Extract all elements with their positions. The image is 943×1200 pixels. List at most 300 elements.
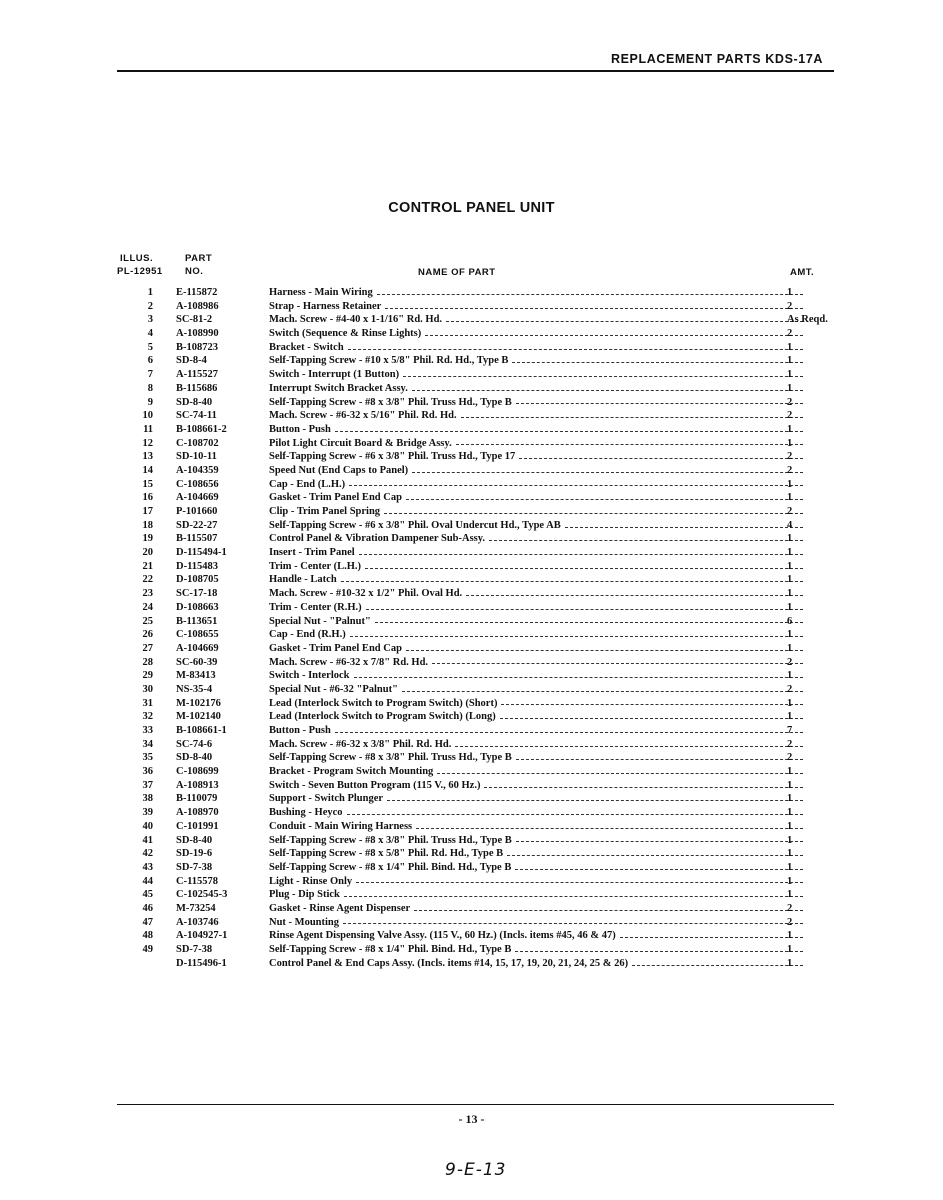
part-name: Self-Tapping Screw - #8 x 3/8" Phil. Truss Hd., Type B (269, 396, 512, 408)
part-name: Switch (Sequence & Rinse Lights) (269, 328, 422, 340)
part-name-cell (269, 286, 803, 300)
part-name-cell (269, 478, 803, 492)
amount: 2 (787, 451, 793, 463)
illus-number: 38 (142, 793, 153, 805)
part-name-cell (269, 313, 803, 327)
part-name-cell (269, 519, 803, 533)
table-row (117, 286, 837, 300)
amount: As Reqd. (787, 314, 828, 326)
part-number: A-104927-1 (176, 930, 228, 942)
table-row (117, 354, 837, 368)
leader-dashes (375, 622, 803, 623)
leader-dashes (500, 718, 803, 719)
part-name-cell (269, 875, 803, 889)
leader-dashes (512, 362, 803, 363)
illus-number: 22 (142, 574, 153, 586)
leader-dashes (354, 677, 804, 678)
amount: 7 (787, 725, 793, 736)
part-name-cell (269, 656, 803, 670)
table-row (117, 751, 837, 765)
part-number: SD-10-11 (176, 451, 217, 463)
part-name-cell (269, 792, 803, 806)
amount: 2 (787, 656, 793, 668)
table-row (117, 820, 837, 834)
leader-dashes (335, 732, 803, 733)
part-name: Special Nut - "Palnut" (269, 615, 371, 627)
table-row (117, 916, 837, 930)
part-name-cell (269, 573, 803, 587)
table-row (117, 642, 837, 656)
illus-number: 6 (147, 355, 153, 367)
leader-dashes (406, 650, 803, 651)
part-name: Self-Tapping Screw - #8 x 1/4" Phil. Bind. Hd., Type B (269, 944, 512, 955)
parts-table (117, 286, 837, 970)
leader-dashes (437, 773, 803, 774)
part-name-cell (269, 615, 803, 629)
amount: 1 (787, 437, 793, 449)
illus-number: 21 (142, 560, 153, 572)
part-name-cell (269, 601, 803, 615)
illus-number: 1 (147, 287, 153, 298)
part-name-cell (269, 368, 803, 382)
illus-number: 46 (142, 902, 153, 914)
illus-number: 11 (143, 423, 153, 435)
illus-number: 8 (147, 382, 153, 394)
leader-dashes (387, 800, 803, 801)
table-row (117, 957, 837, 971)
part-number: B-108723 (176, 341, 218, 353)
part-name: Special Nut - #6-32 "Palnut" (269, 683, 398, 695)
part-number: D-115496-1 (176, 957, 227, 969)
table-row (117, 546, 837, 560)
table-row (117, 669, 837, 683)
table-row (117, 587, 837, 601)
amount: 2 (787, 916, 793, 928)
table-row (117, 313, 837, 327)
part-name: Lead (Interlock Switch to Program Switch) (Long) (269, 711, 496, 723)
part-number: SD-7-38 (176, 861, 213, 873)
part-name: Plug - Dip Stick (269, 889, 340, 901)
part-number: D-115483 (176, 560, 218, 572)
part-name-cell (269, 902, 803, 916)
illus-number: 15 (142, 478, 153, 490)
table-row (117, 628, 837, 642)
amount: 1 (787, 574, 793, 586)
col-illus-subheading: PL-12951 (117, 266, 163, 277)
amount: 1 (787, 642, 793, 654)
part-name-cell (269, 683, 803, 697)
table-row (117, 902, 837, 916)
illus-number: 19 (142, 533, 153, 545)
table-row (117, 382, 837, 396)
part-number: SC-60-39 (176, 656, 218, 668)
table-row (117, 710, 837, 724)
table-row (117, 519, 837, 533)
leader-dashes (466, 595, 803, 596)
illus-number: 33 (142, 725, 153, 736)
part-name: Gasket - Trim Panel End Cap (269, 642, 402, 654)
illus-number: 41 (142, 834, 153, 846)
part-name: Trim - Center (R.H.) (269, 601, 362, 613)
amount: 1 (787, 588, 793, 600)
part-number: A-104669 (176, 642, 219, 654)
part-name-cell (269, 532, 803, 546)
part-number: B-108661-1 (176, 725, 227, 736)
amount: 2 (787, 506, 793, 517)
part-name: Strap - Harness Retainer (269, 300, 382, 312)
part-name: Button - Push (269, 423, 331, 435)
illus-number: 12 (142, 437, 153, 449)
part-number: B-115686 (176, 382, 218, 394)
illus-number: 32 (142, 711, 153, 723)
part-name-cell (269, 669, 803, 683)
part-name: Nut - Mounting (269, 916, 340, 928)
leader-dashes (565, 527, 803, 528)
table-row (117, 765, 837, 779)
amount: 1 (787, 848, 793, 860)
leader-dashes (507, 855, 803, 856)
table-row (117, 573, 837, 587)
amount: 2 (787, 752, 793, 764)
part-name: Switch - Interlock (269, 670, 350, 682)
part-number: SC-74-6 (176, 738, 213, 750)
amount: 1 (787, 423, 793, 435)
table-row (117, 738, 837, 752)
part-name: Mach. Screw - #4-40 x 1-1/16" Rd. Hd. (269, 314, 443, 326)
col-part-heading: PART (185, 253, 213, 264)
amount: 1 (787, 930, 793, 942)
page-number: - 13 - (458, 1112, 485, 1126)
leader-dashes (416, 828, 803, 829)
illus-number: 16 (142, 492, 153, 504)
leader-dashes (515, 951, 803, 952)
part-name: Clip - Trim Panel Spring (269, 506, 381, 517)
illus-number: 13 (142, 451, 153, 463)
amount: 1 (787, 944, 793, 955)
part-number: C-115578 (176, 875, 218, 887)
part-number: B-113651 (176, 615, 218, 627)
amount: 1 (787, 629, 793, 641)
amount: 1 (787, 478, 793, 490)
amount: 2 (787, 738, 793, 750)
part-name: Bushing - Heyco (269, 807, 343, 819)
part-name-cell (269, 751, 803, 765)
leader-dashes (385, 308, 803, 309)
part-name-cell (269, 943, 803, 957)
part-number: SD-8-40 (176, 752, 213, 764)
part-name-cell (269, 628, 803, 642)
part-number: D-115494-1 (176, 547, 227, 559)
illus-number: 24 (142, 601, 153, 613)
part-name-cell (269, 806, 803, 820)
header-rule (117, 70, 834, 72)
part-name: Self-Tapping Screw - #6 x 3/8" Phil. Truss Hd., Type 17 (269, 451, 516, 463)
part-name-cell (269, 560, 803, 574)
table-row (117, 615, 837, 629)
part-name: Mach. Screw - #6-32 x 7/8" Rd. Hd. (269, 656, 429, 668)
illus-number: 18 (142, 519, 153, 531)
part-number: SC-17-18 (176, 588, 218, 600)
amount: 1 (787, 861, 793, 873)
part-name: Bracket - Program Switch Mounting (269, 766, 434, 778)
illus-number: 2 (147, 300, 153, 312)
part-name-cell (269, 341, 803, 355)
part-name-cell (269, 861, 803, 875)
part-number: SD-8-40 (176, 834, 213, 846)
illus-number: 47 (142, 916, 153, 928)
leader-dashes (341, 581, 803, 582)
part-name: Rinse Agent Dispensing Valve Assy. (115 V., 60 Hz.) (Incls. items #45, 46 & 47) (269, 930, 616, 942)
part-number: SD-7-38 (176, 944, 213, 955)
part-name: Self-Tapping Screw - #6 x 3/8" Phil. Oval Undercut Hd., Type AB (269, 519, 561, 531)
part-name-cell (269, 710, 803, 724)
part-name-cell (269, 957, 803, 971)
part-number: B-115507 (176, 533, 218, 545)
leader-dashes (335, 431, 803, 432)
table-row (117, 683, 837, 697)
leader-dashes (412, 390, 803, 391)
part-name: Insert - Trim Panel (269, 547, 355, 559)
part-name: Interrupt Switch Bracket Assy. (269, 382, 408, 394)
illus-number: 28 (142, 656, 153, 668)
part-number: SD-22-27 (176, 519, 218, 531)
part-number: P-101660 (176, 506, 218, 517)
col-amt-heading: AMT. (790, 267, 815, 278)
part-name: Self-Tapping Screw - #8 x 5/8" Phil. Rd. Hd., Type B (269, 848, 504, 860)
amount: 1 (787, 355, 793, 367)
table-row (117, 437, 837, 451)
amount: 1 (787, 875, 793, 887)
part-name: Switch - Interrupt (1 Button) (269, 369, 400, 381)
part-name: Handle - Latch (269, 574, 337, 586)
table-row (117, 478, 837, 492)
amount: 1 (787, 820, 793, 832)
part-number: C-102545-3 (176, 889, 228, 901)
leader-dashes (406, 499, 803, 500)
leader-dashes (516, 759, 803, 760)
part-name: Mach. Screw - #6-32 x 5/16" Phil. Rd. Hd. (269, 410, 457, 422)
part-number: D-108663 (176, 601, 219, 613)
part-number: SD-8-4 (176, 355, 207, 367)
part-name-cell (269, 396, 803, 410)
part-name-cell (269, 505, 803, 519)
part-name: Self-Tapping Screw - #8 x 3/8" Phil. Truss Hd., Type B (269, 834, 512, 846)
amount: 1 (787, 957, 793, 969)
table-row (117, 409, 837, 423)
part-number: D-108705 (176, 574, 219, 586)
part-name-cell (269, 916, 803, 930)
part-number: C-108655 (176, 629, 219, 641)
part-name: Switch - Seven Button Program (115 V., 60 Hz.) (269, 779, 481, 791)
table-row (117, 792, 837, 806)
part-name: Mach. Screw - #10-32 x 1/2" Phil. Oval Hd. (269, 588, 463, 600)
part-name: Light - Rinse Only (269, 875, 353, 887)
leader-dashes (516, 403, 803, 404)
illus-number: 4 (147, 328, 153, 340)
amount: 1 (787, 711, 793, 723)
table-row (117, 601, 837, 615)
part-name-cell (269, 642, 803, 656)
table-row (117, 888, 837, 902)
leader-dashes (365, 568, 803, 569)
part-number: SD-19-6 (176, 848, 213, 860)
leader-dashes (412, 472, 803, 473)
illus-number: 3 (147, 314, 153, 326)
part-name-cell (269, 765, 803, 779)
part-name-cell (269, 779, 803, 793)
illus-number: 35 (142, 752, 153, 764)
table-row (117, 929, 837, 943)
leader-dashes (343, 923, 803, 924)
table-row (117, 779, 837, 793)
leader-dashes (461, 417, 803, 418)
illus-number: 27 (142, 642, 153, 654)
part-name-cell (269, 409, 803, 423)
table-row (117, 505, 837, 519)
part-name: Gasket - Rinse Agent Dispenser (269, 902, 411, 914)
leader-dashes (446, 321, 803, 322)
part-number: A-108913 (176, 779, 219, 791)
illus-number: 26 (142, 629, 153, 641)
amount: 2 (787, 396, 793, 408)
amount: 1 (787, 834, 793, 846)
part-number: NS-35-4 (176, 683, 213, 695)
table-row (117, 861, 837, 875)
leader-dashes (489, 540, 803, 541)
part-number: SC-81-2 (176, 314, 213, 326)
illus-number: 23 (142, 588, 153, 600)
leader-dashes (366, 609, 803, 610)
leader-dashes (432, 663, 803, 664)
amount: 2 (787, 410, 793, 422)
amount: 4 (787, 519, 793, 531)
part-number: M-102140 (176, 711, 221, 723)
amount: 1 (787, 889, 793, 901)
leader-dashes (347, 814, 803, 815)
illus-number: 45 (142, 889, 153, 901)
table-row (117, 697, 837, 711)
leader-dashes (377, 294, 803, 295)
table-row (117, 834, 837, 848)
amount: 1 (787, 533, 793, 545)
table-row (117, 806, 837, 820)
part-name-cell (269, 546, 803, 560)
table-row (117, 943, 837, 957)
amount: 2 (787, 464, 793, 476)
table-row (117, 875, 837, 889)
leader-dashes (384, 513, 803, 514)
amount: 1 (787, 766, 793, 778)
illus-number: 25 (142, 615, 153, 627)
part-name-cell (269, 697, 803, 711)
leader-dashes (349, 485, 803, 486)
amount: 6 (787, 615, 793, 627)
amount: 1 (787, 341, 793, 353)
part-name: Button - Push (269, 725, 331, 736)
part-name: Conduit - Main Wiring Harness (269, 820, 413, 832)
part-name-cell (269, 888, 803, 902)
part-name: Lead (Interlock Switch to Program Switch) (Short) (269, 697, 498, 709)
part-name-cell (269, 724, 803, 738)
part-name: Support - Switch Plunger (269, 793, 384, 805)
part-number: M-83413 (176, 670, 216, 682)
leader-dashes (402, 691, 803, 692)
part-name: Trim - Center (L.H.) (269, 560, 362, 572)
col-name-heading: NAME OF PART (418, 267, 496, 278)
part-name: Bracket - Switch (269, 341, 344, 353)
leader-dashes (516, 841, 803, 842)
leader-dashes (425, 335, 803, 336)
amount: 1 (787, 369, 793, 381)
amount: 1 (787, 287, 793, 298)
part-number: SC-74-11 (176, 410, 217, 422)
part-name-cell (269, 382, 803, 396)
illus-number: 14 (142, 464, 153, 476)
part-name-cell (269, 300, 803, 314)
leader-dashes (484, 787, 803, 788)
amount: 1 (787, 779, 793, 791)
illus-number: 49 (142, 944, 153, 955)
part-name: Control Panel & Vibration Dampener Sub-Assy. (269, 533, 486, 545)
illus-number: 10 (142, 410, 153, 422)
part-name: Gasket - Trim Panel End Cap (269, 492, 402, 504)
amount: 2 (787, 300, 793, 312)
illus-number: 36 (142, 766, 153, 778)
illus-number: 30 (142, 683, 153, 695)
leader-dashes (632, 965, 803, 966)
part-name-cell (269, 738, 803, 752)
part-number: M-73254 (176, 902, 216, 914)
illus-number: 5 (147, 341, 153, 353)
part-name: Cap - End (L.H.) (269, 478, 346, 490)
illus-number: 37 (142, 779, 153, 791)
amount: 1 (787, 670, 793, 682)
footer-rule (117, 1104, 834, 1105)
table-row (117, 491, 837, 505)
part-number: C-101991 (176, 820, 219, 832)
illus-number: 17 (142, 506, 153, 517)
part-name-cell (269, 437, 803, 451)
amount: 1 (787, 382, 793, 394)
illus-number: 48 (142, 930, 153, 942)
part-name-cell (269, 820, 803, 834)
part-number: C-108699 (176, 766, 219, 778)
table-row (117, 532, 837, 546)
part-number: A-108970 (176, 807, 219, 819)
illus-number: 31 (142, 697, 153, 709)
part-number: M-102176 (176, 697, 221, 709)
leader-dashes (515, 869, 803, 870)
part-number: A-103746 (176, 916, 219, 928)
illus-number: 42 (142, 848, 153, 860)
handwritten-note: 9-E-13 (445, 1160, 507, 1180)
part-number: A-108986 (176, 300, 219, 312)
page-header: REPLACEMENT PARTS KDS-17A (610, 52, 823, 66)
part-name-cell (269, 929, 803, 943)
part-name: Self-Tapping Screw - #10 x 5/8" Phil. Rd. Hd., Type B (269, 355, 509, 367)
col-illus-heading: ILLUS. (120, 253, 154, 264)
part-number: B-108661-2 (176, 423, 227, 435)
amount: 1 (787, 547, 793, 559)
part-name: Speed Nut (End Caps to Panel) (269, 464, 409, 476)
illus-number: 40 (142, 820, 153, 832)
table-row (117, 300, 837, 314)
part-number: E-115872 (176, 287, 218, 298)
part-name-cell (269, 354, 803, 368)
leader-dashes (344, 896, 803, 897)
illus-number: 9 (147, 396, 153, 408)
leader-dashes (356, 882, 803, 883)
